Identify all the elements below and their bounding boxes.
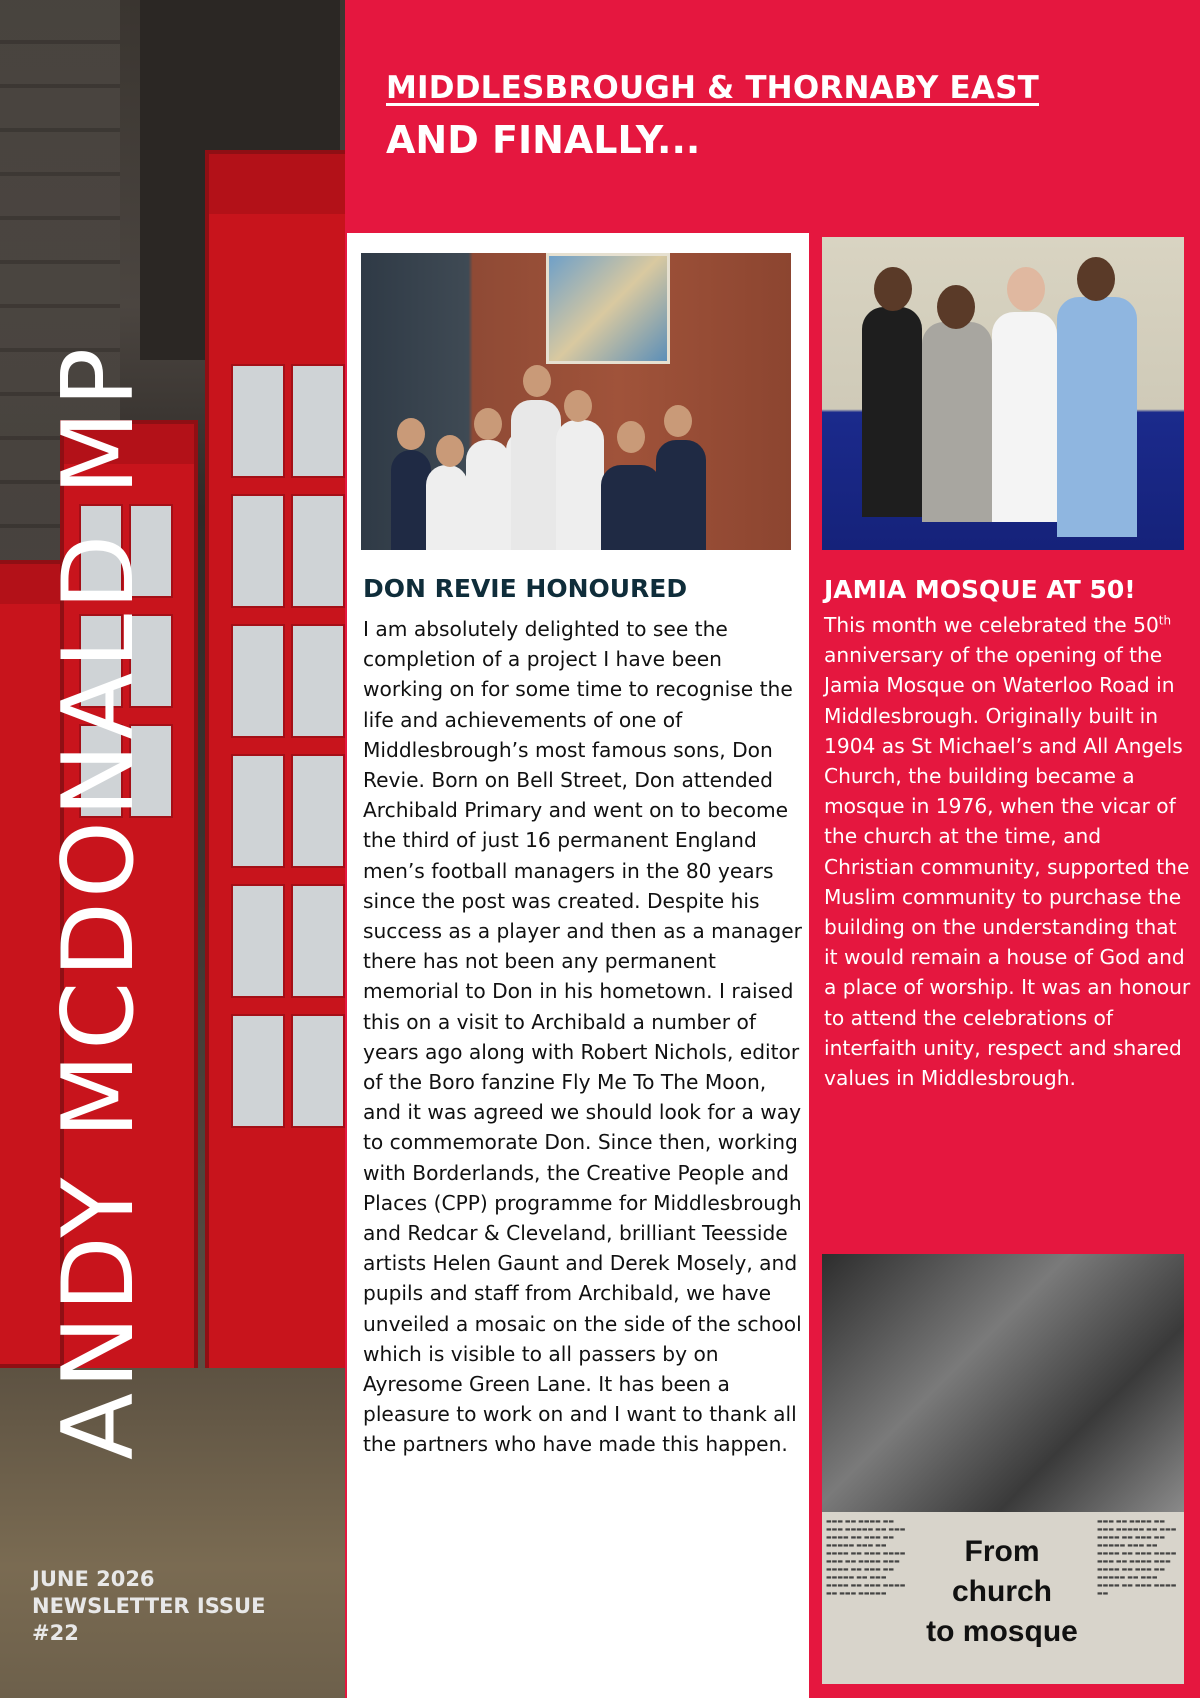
article2-body — [824, 610, 1194, 1093]
newspaper-clipping: ▬▬▬ ▬▬ ▬▬▬▬ ▬▬ ▬▬▬ ▬▬▬▬▬ ▬▬ ▬▬▬ ▬▬▬▬ ▬▬ ▬▬▬ ▬▬ ▬▬▬▬▬ ▬▬▬ ▬▬ ▬▬▬▬ ▬▬ ▬▬▬ ▬▬▬▬ ▬▬▬ ▬▬ ▬▬▬▬ ▬▬▬ ▬▬▬▬ ▬▬ ▬▬▬ ▬▬ ▬▬▬▬▬ ▬▬ ▬▬▬ ▬▬▬▬ ▬▬ ▬▬▬ ▬▬▬▬ ▬▬ ▬▬▬ ▬▬▬▬▬ ▬▬▬ ▬▬ ▬▬▬▬ ▬▬ ▬▬▬ ▬▬▬▬▬ ▬▬ ▬▬▬ ▬▬▬▬ ▬▬ ▬▬▬ ▬▬ ▬▬▬▬▬ ▬▬▬ ▬▬ ▬▬▬▬ ▬▬ ▬▬▬ ▬▬▬▬ ▬▬▬ ▬▬ ▬▬▬▬ ▬▬▬ ▬▬▬▬ ▬▬ ▬▬▬ ▬▬ ▬▬▬▬▬ ▬▬ ▬▬▬ ▬▬▬▬ ▬▬ ▬▬▬ ▬▬▬▬ ▬▬ From church to mosque — [822, 1254, 1184, 1684]
article2-body-end: anniversary of the opening of the Jamia Mosque on Waterloo Road in Middlesbrough. Originally built in 1904 as St Michael’s and All Angels Church, the building became a mosque in 1976, when the vicar of the church at the time, and Christian community, supported the Muslim community to purchase the building on the understanding that it would remain a house of God and a place of worship. It was an honour to attend the celebrations of interfaith unity, respect and shared values in Middlesbrough. — [824, 643, 1191, 1091]
article2-ordinal: th — [1158, 613, 1172, 628]
mosque-visit-photo — [822, 237, 1184, 550]
article1-title: DON REVIE HONOURED — [363, 574, 688, 603]
constituency-heading: MIDDLESBROUGH & THORNABY EAST — [386, 70, 1040, 106]
mp-name-vertical: ANDY MCDONALD MP — [42, 343, 156, 1460]
article1-body: I am absolutely delighted to see the completion of a project I have been working on for some time to recognise the life and achievements of one of Middlesbrough’s most famous sons, Don Revie. Born on Bell Street, Don attended Archibald Primary and went on to become the third of just 16 permanent England men’s football managers in the 80 years since the post was created. Despite his success as a player and then as a manager there has not been any permanent memorial to Don in his hometown. I raised this on a visit to Archibald a number of years ago along with Robert Nichols, editor of the Boro fanzine Fly Me To The Moon, and it was agreed we should look for a way to commemorate Don. Since then, working with Borderlands, the Creative People and Places (CPP) programme for Middlesbrough and Redcar & Cleveland, brilliant Teesside artists Helen Gaunt and Derek Mosely, and pupils and staff from Archibald, we have unveiled a mosaic on the side of the school which is visible to all passers by on Ayresome Green Lane. It has been a pleasure to work on and I want to thank all the partners who have made this happen. — [363, 617, 802, 1457]
issue-number: #22 — [32, 1621, 79, 1645]
clipping-photo — [822, 1254, 1184, 1512]
mosaic-artwork — [546, 253, 670, 364]
article2-body-start: This month we celebrated the 50 — [824, 613, 1159, 637]
clipping-headline — [917, 1532, 1087, 1652]
issue-label: NEWSLETTER ISSUE — [32, 1594, 266, 1618]
page-title: AND FINALLY... — [386, 118, 701, 162]
issue-info — [32, 1566, 265, 1647]
clipping-headline-line2: to mosque — [926, 1615, 1078, 1648]
school-mosaic-photo — [361, 253, 791, 550]
issue-date: JUNE 2026 — [32, 1567, 155, 1591]
clipping-headline-line1: From church — [951, 1535, 1053, 1608]
article2-title: JAMIA MOSQUE AT 50! — [824, 575, 1136, 604]
